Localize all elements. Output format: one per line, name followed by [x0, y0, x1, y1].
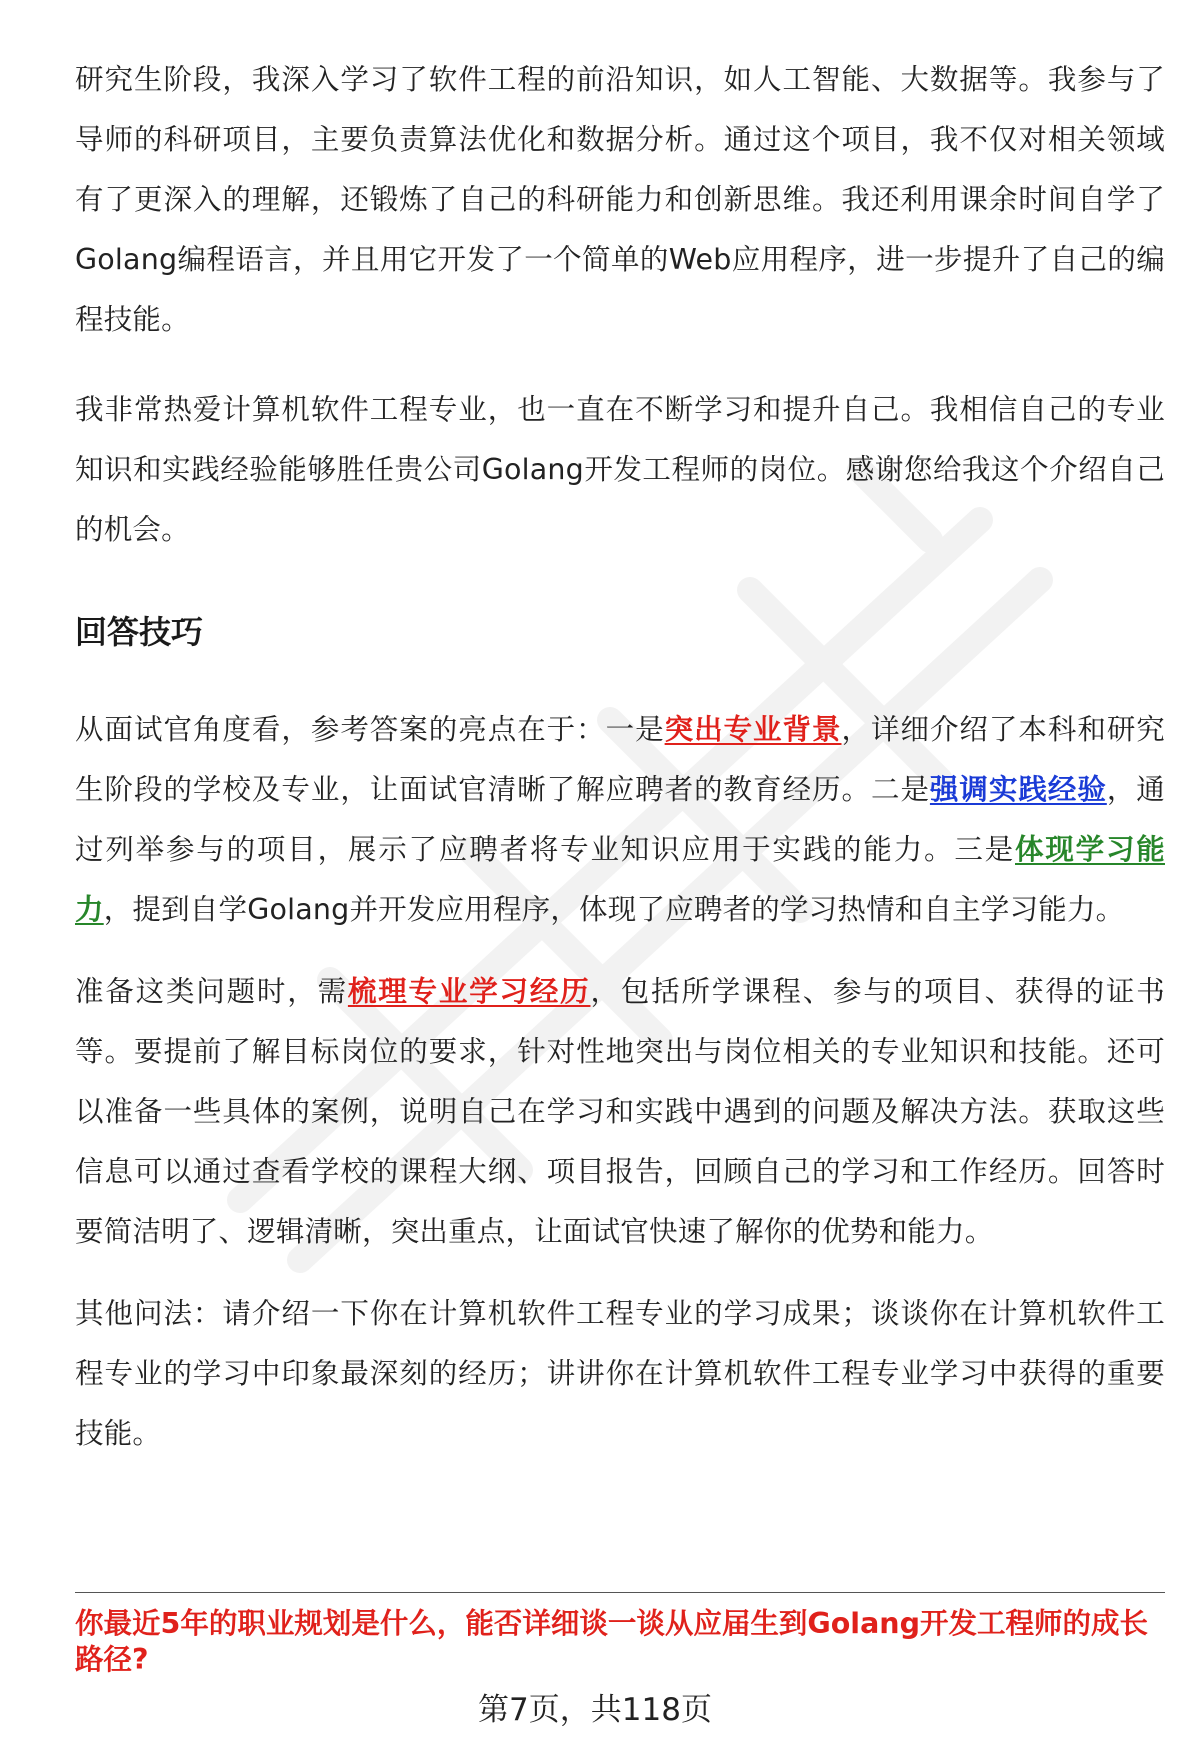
section-divider	[75, 1592, 1165, 1593]
tips-paragraph-1	[75, 700, 1165, 940]
intro-paragraph-1: 研究生阶段，我深入学习了软件工程的前沿知识，如人工智能、大数据等。我参与了导师的科研项目，主要负责算法优化和数据分析。通过这个项目，我不仅对相关领域有了更深入的理解，还锻炼了自己的科研能力和创新思维。我还利用课余时间自学了Golang编程语言，并且用它开发了一个简单的Web应用程序，进一步提升了自己的编程技能。	[75, 63, 1165, 336]
highlight-practical-experience: 强调实践经验	[929, 773, 1107, 806]
document-body	[75, 50, 1165, 1464]
highlight-professional-background: 突出专业背景	[664, 713, 842, 746]
intro-paragraph-2: 我非常热爱计算机软件工程专业，也一直在不断学习和提升自己。我相信自己的专业知识和实践经验能够胜任贵公司Golang开发工程师的岗位。感谢您给我这个介绍自己的机会。	[75, 393, 1165, 546]
other-questions-paragraph: 其他问法：请介绍一下你在计算机软件工程专业的学习成果；谈谈你在计算机软件工程专业的学习中印象最深刻的经历；讲讲你在计算机软件工程专业学习中获得的重要技能。	[75, 1297, 1165, 1450]
tips-text: 从面试官角度看，参考答案的亮点在于：一是	[75, 713, 665, 746]
section-heading: 回答技巧	[75, 613, 204, 651]
tips-text: ，包括所学课程、参与的项目、获得的证书等。要提前了解目标岗位的要求，针对性地突出与岗位相关的专业知识和技能。还可以准备一些具体的案例，说明自己在学习和实践中遇到的问题及解决方法。获取这些信息可以通过查看学校的课程大纲、项目报告，回顾自己的学习和工作经历。回答时要简洁明了、逻辑清晰，突出重点，让面试官快速了解你的优势和能力。	[75, 975, 1165, 1248]
tips-paragraph-2	[75, 962, 1165, 1262]
next-question-title: 你最近5年的职业规划是什么，能否详细谈一谈从应届生到Golang开发工程师的成长路径?	[75, 1607, 1148, 1676]
tips-text: 准备这类问题时，需	[75, 975, 348, 1008]
tips-text: ，通过列举参与的项目，展示了应聘者将专业知识应用于实践的能力。三是	[75, 773, 1165, 866]
tips-text: ，详细介绍了本科和研究生阶段的学校及专业，让面试官清晰了解应聘者的教育经历。二是	[75, 713, 1166, 806]
tips-text: ，提到自学Golang并开发应用程序，体现了应聘者的学习热情和自主学习能力。	[103, 893, 1125, 926]
page-footer: 第7页，共118页	[478, 1692, 712, 1728]
highlight-learning-ability: 体现学习能力	[75, 833, 1165, 926]
highlight-study-history: 梳理专业学习经历	[347, 975, 591, 1008]
